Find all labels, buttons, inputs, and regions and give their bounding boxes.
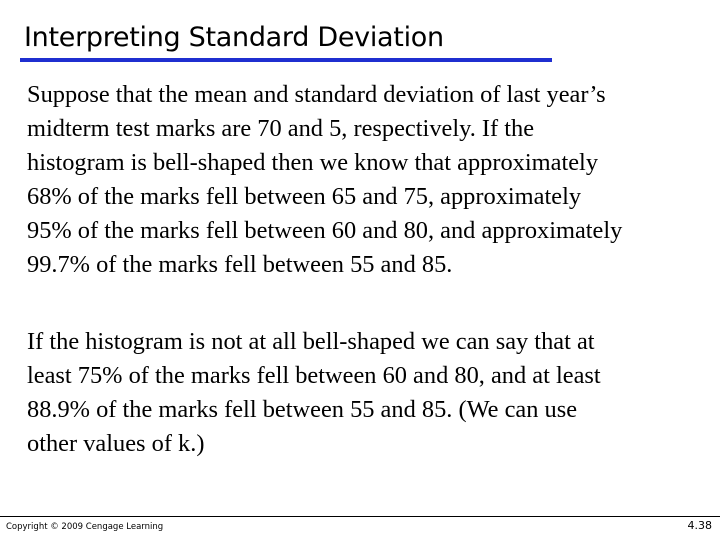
slide-number: 4.38 — [687, 519, 712, 532]
paragraph-line: midterm test marks are 70 and 5, respectively. If the — [27, 115, 535, 142]
title-underline — [20, 58, 552, 62]
paragraph-line: 88.9% of the marks fell between 55 and 85. (We can use — [27, 396, 578, 423]
footer-copyright: Copyright © 2009 Cengage Learning — [6, 522, 164, 532]
slide-title: Interpreting Standard Deviation — [24, 22, 444, 53]
paragraph-line: 99.7% of the marks fell between 55 and 85. — [27, 251, 453, 278]
paragraph-line: 95% of the marks fell between 60 and 80, and approximately — [27, 217, 623, 244]
paragraph-line: If the histogram is not at all bell-shaped we can say that at — [27, 328, 595, 355]
paragraph-line: 68% of the marks fell between 65 and 75, approximately — [27, 183, 582, 210]
paragraph-line: other values of k.) — [27, 430, 205, 457]
paragraph-line: Suppose that the mean and standard deviation of last year’s — [27, 81, 606, 108]
paragraph-line: histogram is bell-shaped then we know that approximately — [27, 149, 599, 176]
footer-divider — [0, 516, 720, 517]
paragraph-empirical-rule — [27, 78, 717, 282]
paragraph-chebysheff — [27, 325, 717, 461]
paragraph-line: least 75% of the marks fell between 60 and 80, and at least — [27, 362, 601, 389]
